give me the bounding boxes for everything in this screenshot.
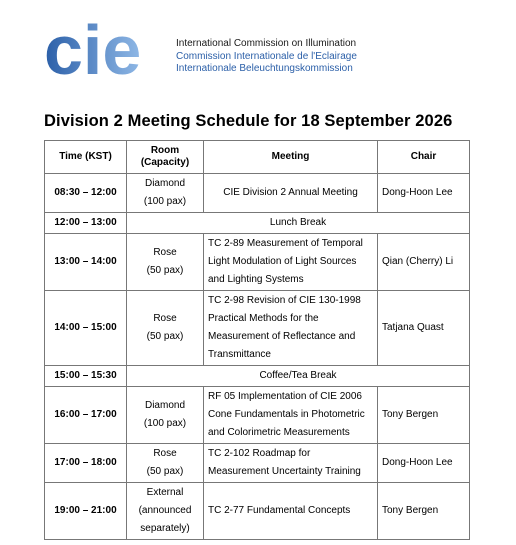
room-capacity: (50 pax)	[146, 466, 184, 477]
cie-logo	[44, 14, 164, 84]
org-name-english: International Commission on Illumination	[176, 38, 357, 49]
table-row	[45, 387, 470, 444]
break-cell: Lunch Break	[127, 213, 470, 234]
break-cell: Coffee/Tea Break	[127, 366, 470, 387]
organization-names	[176, 38, 357, 76]
meeting-cell: TC 2-102 Roadmap for Measurement Uncertainty Training	[204, 444, 378, 483]
page-title: Division 2 Meeting Schedule for 18 September 2026	[44, 112, 453, 130]
time-cell: 19:00 – 21:00	[45, 483, 127, 540]
meeting-cell: TC 2-77 Fundamental Concepts	[204, 483, 378, 540]
time-cell: 08:30 – 12:00	[45, 174, 127, 213]
table-row	[45, 291, 470, 366]
room-cell	[127, 387, 204, 444]
room-capacity: (50 pax)	[146, 331, 184, 342]
room-cell	[127, 444, 204, 483]
room-name: Diamond	[144, 178, 186, 189]
time-cell: 14:00 – 15:00	[45, 291, 127, 366]
chair-cell: Tatjana Quast	[378, 291, 470, 366]
header	[44, 14, 484, 84]
org-name-french: Commission Internationale de l'Eclairage	[176, 50, 357, 62]
chair-cell: Tony Bergen	[378, 483, 470, 540]
table-row	[45, 366, 470, 387]
room-name: Diamond	[144, 400, 186, 411]
room-name: Rose	[153, 313, 177, 324]
meeting-cell: CIE Division 2 Annual Meeting	[204, 174, 378, 213]
time-cell: 13:00 – 14:00	[45, 234, 127, 291]
room-name: Rose	[153, 448, 177, 459]
time-cell: 17:00 – 18:00	[45, 444, 127, 483]
table-row	[45, 483, 470, 540]
time-cell: 12:00 – 13:00	[45, 213, 127, 234]
table-row	[45, 444, 470, 483]
header-chair: Chair	[378, 141, 470, 174]
header-room-line: Room	[150, 145, 180, 156]
chair-cell: Dong-Hoon Lee	[378, 174, 470, 213]
header-time: Time (KST)	[45, 141, 127, 174]
chair-cell: Tony Bergen	[378, 387, 470, 444]
table-header-row	[45, 141, 470, 174]
time-cell: 16:00 – 17:00	[45, 387, 127, 444]
room-capacity: (100 pax)	[143, 418, 187, 429]
chair-cell: Dong-Hoon Lee	[378, 444, 470, 483]
time-cell: 15:00 – 15:30	[45, 366, 127, 387]
org-name-german: Internationale Beleuchtungskommission	[176, 63, 353, 74]
room-cell	[127, 234, 204, 291]
table-row	[45, 234, 470, 291]
meeting-cell: RF 05 Implementation of CIE 2006 Cone Fundamentals in Photometric and Colorimetric Measurements	[204, 387, 378, 444]
header-capacity-line: (Capacity)	[140, 157, 190, 168]
room-name: Rose	[153, 247, 177, 258]
meeting-cell: TC 2-98 Revision of CIE 130-1998 Practical Methods for the Measurement of Reflectance and Transmittance	[204, 291, 378, 366]
room-note-cont: separately)	[140, 523, 190, 534]
logo-text: cie	[44, 14, 142, 84]
room-cell	[127, 174, 204, 213]
meeting-cell: TC 2-89 Measurement of Temporal Light Modulation of Light Sources and Lighting Systems	[204, 234, 378, 291]
room-cell	[127, 483, 204, 540]
header-room	[127, 141, 204, 174]
table-row	[45, 174, 470, 213]
table-row	[45, 213, 470, 234]
room-note: (announced	[138, 505, 192, 516]
chair-cell: Qian (Cherry) Li	[378, 234, 470, 291]
room-capacity: (50 pax)	[146, 265, 184, 276]
header-meeting: Meeting	[204, 141, 378, 174]
room-name: External	[146, 487, 184, 498]
room-capacity: (100 pax)	[143, 196, 187, 207]
room-cell	[127, 291, 204, 366]
schedule-table	[44, 140, 470, 540]
